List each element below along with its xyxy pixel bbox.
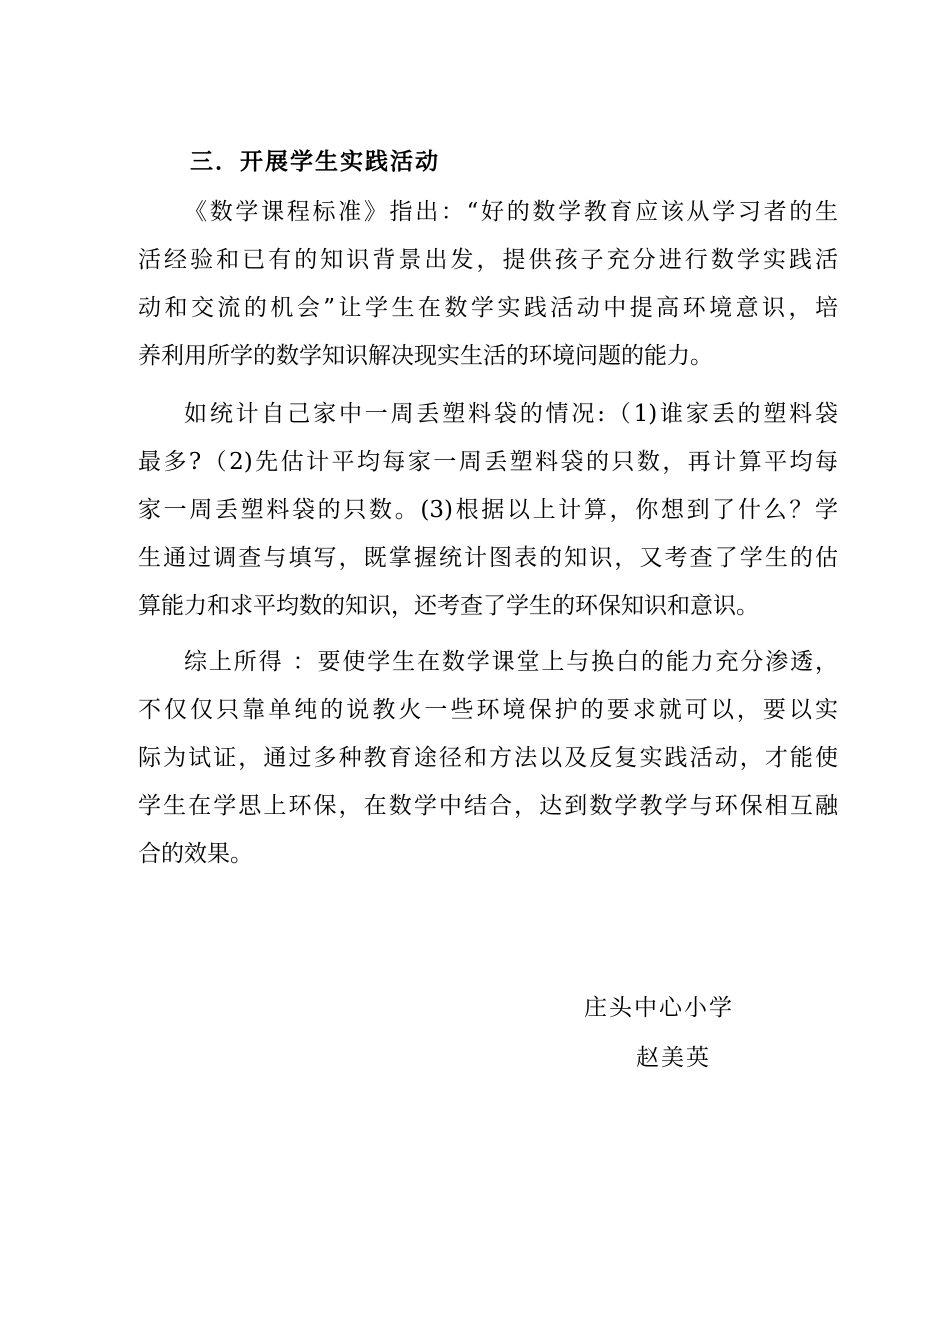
- paragraph-curriculum-standard: [138, 188, 838, 380]
- paragraph-line: 如统计自己家中一周丢塑料袋的情况:（1)谁家丢的塑料袋: [184, 401, 838, 427]
- paragraph-line: 活经验和已有的知识背景出发，提供孩子充分进行数学实践活: [138, 247, 838, 273]
- signature-author: 赵美英: [636, 1045, 711, 1071]
- paragraph-line: 养利用所学的数学知识解决现实生活的环境问题的能力。: [138, 343, 713, 369]
- paragraph-line: 生通过调查与填写，既掌握统计图表的知识，又考查了学生的估: [138, 545, 838, 571]
- paragraph-line: 最多?（2)先估计平均每家一周丢塑料袋的只数，再计算平均每: [138, 449, 838, 475]
- paragraph-plastic-bag-survey: [138, 390, 838, 630]
- paragraph-line: 算能力和求平均数的知识，还考查了学生的环保知识和意识。: [138, 593, 759, 619]
- paragraph-line: 际为试证，通过多种教育途径和方法以及反复实践活动，才能使: [138, 745, 838, 771]
- signature-school: 庄头中心小学: [584, 995, 734, 1021]
- paragraph-line: 综上所得 ：要使学生在数学课堂上与换白的能力充分渗透，: [184, 649, 838, 675]
- paragraph-line: 家一周丢塑料袋的只数。(3)根据以上计算，你想到了什么？学: [138, 497, 838, 523]
- paragraph-line: 不仅仅只靠单纯的说教火一些环境保护的要求就可以，要以实: [138, 697, 838, 723]
- paragraph-line: 《数学课程标准》指出：“好的数学教育应该从学习者的生: [184, 199, 838, 225]
- paragraph-line: 动和交流的机会”让学生在数学实践活动中提高环境意识，培: [138, 295, 838, 321]
- paragraph-line: 合的效果。: [138, 841, 253, 867]
- paragraph-conclusion: [138, 638, 838, 878]
- section-heading: 三．开展学生实践活动: [190, 149, 440, 175]
- paragraph-line: 学生在学思上环保，在数学中结合，达到数学教学与环保相互融: [138, 793, 838, 819]
